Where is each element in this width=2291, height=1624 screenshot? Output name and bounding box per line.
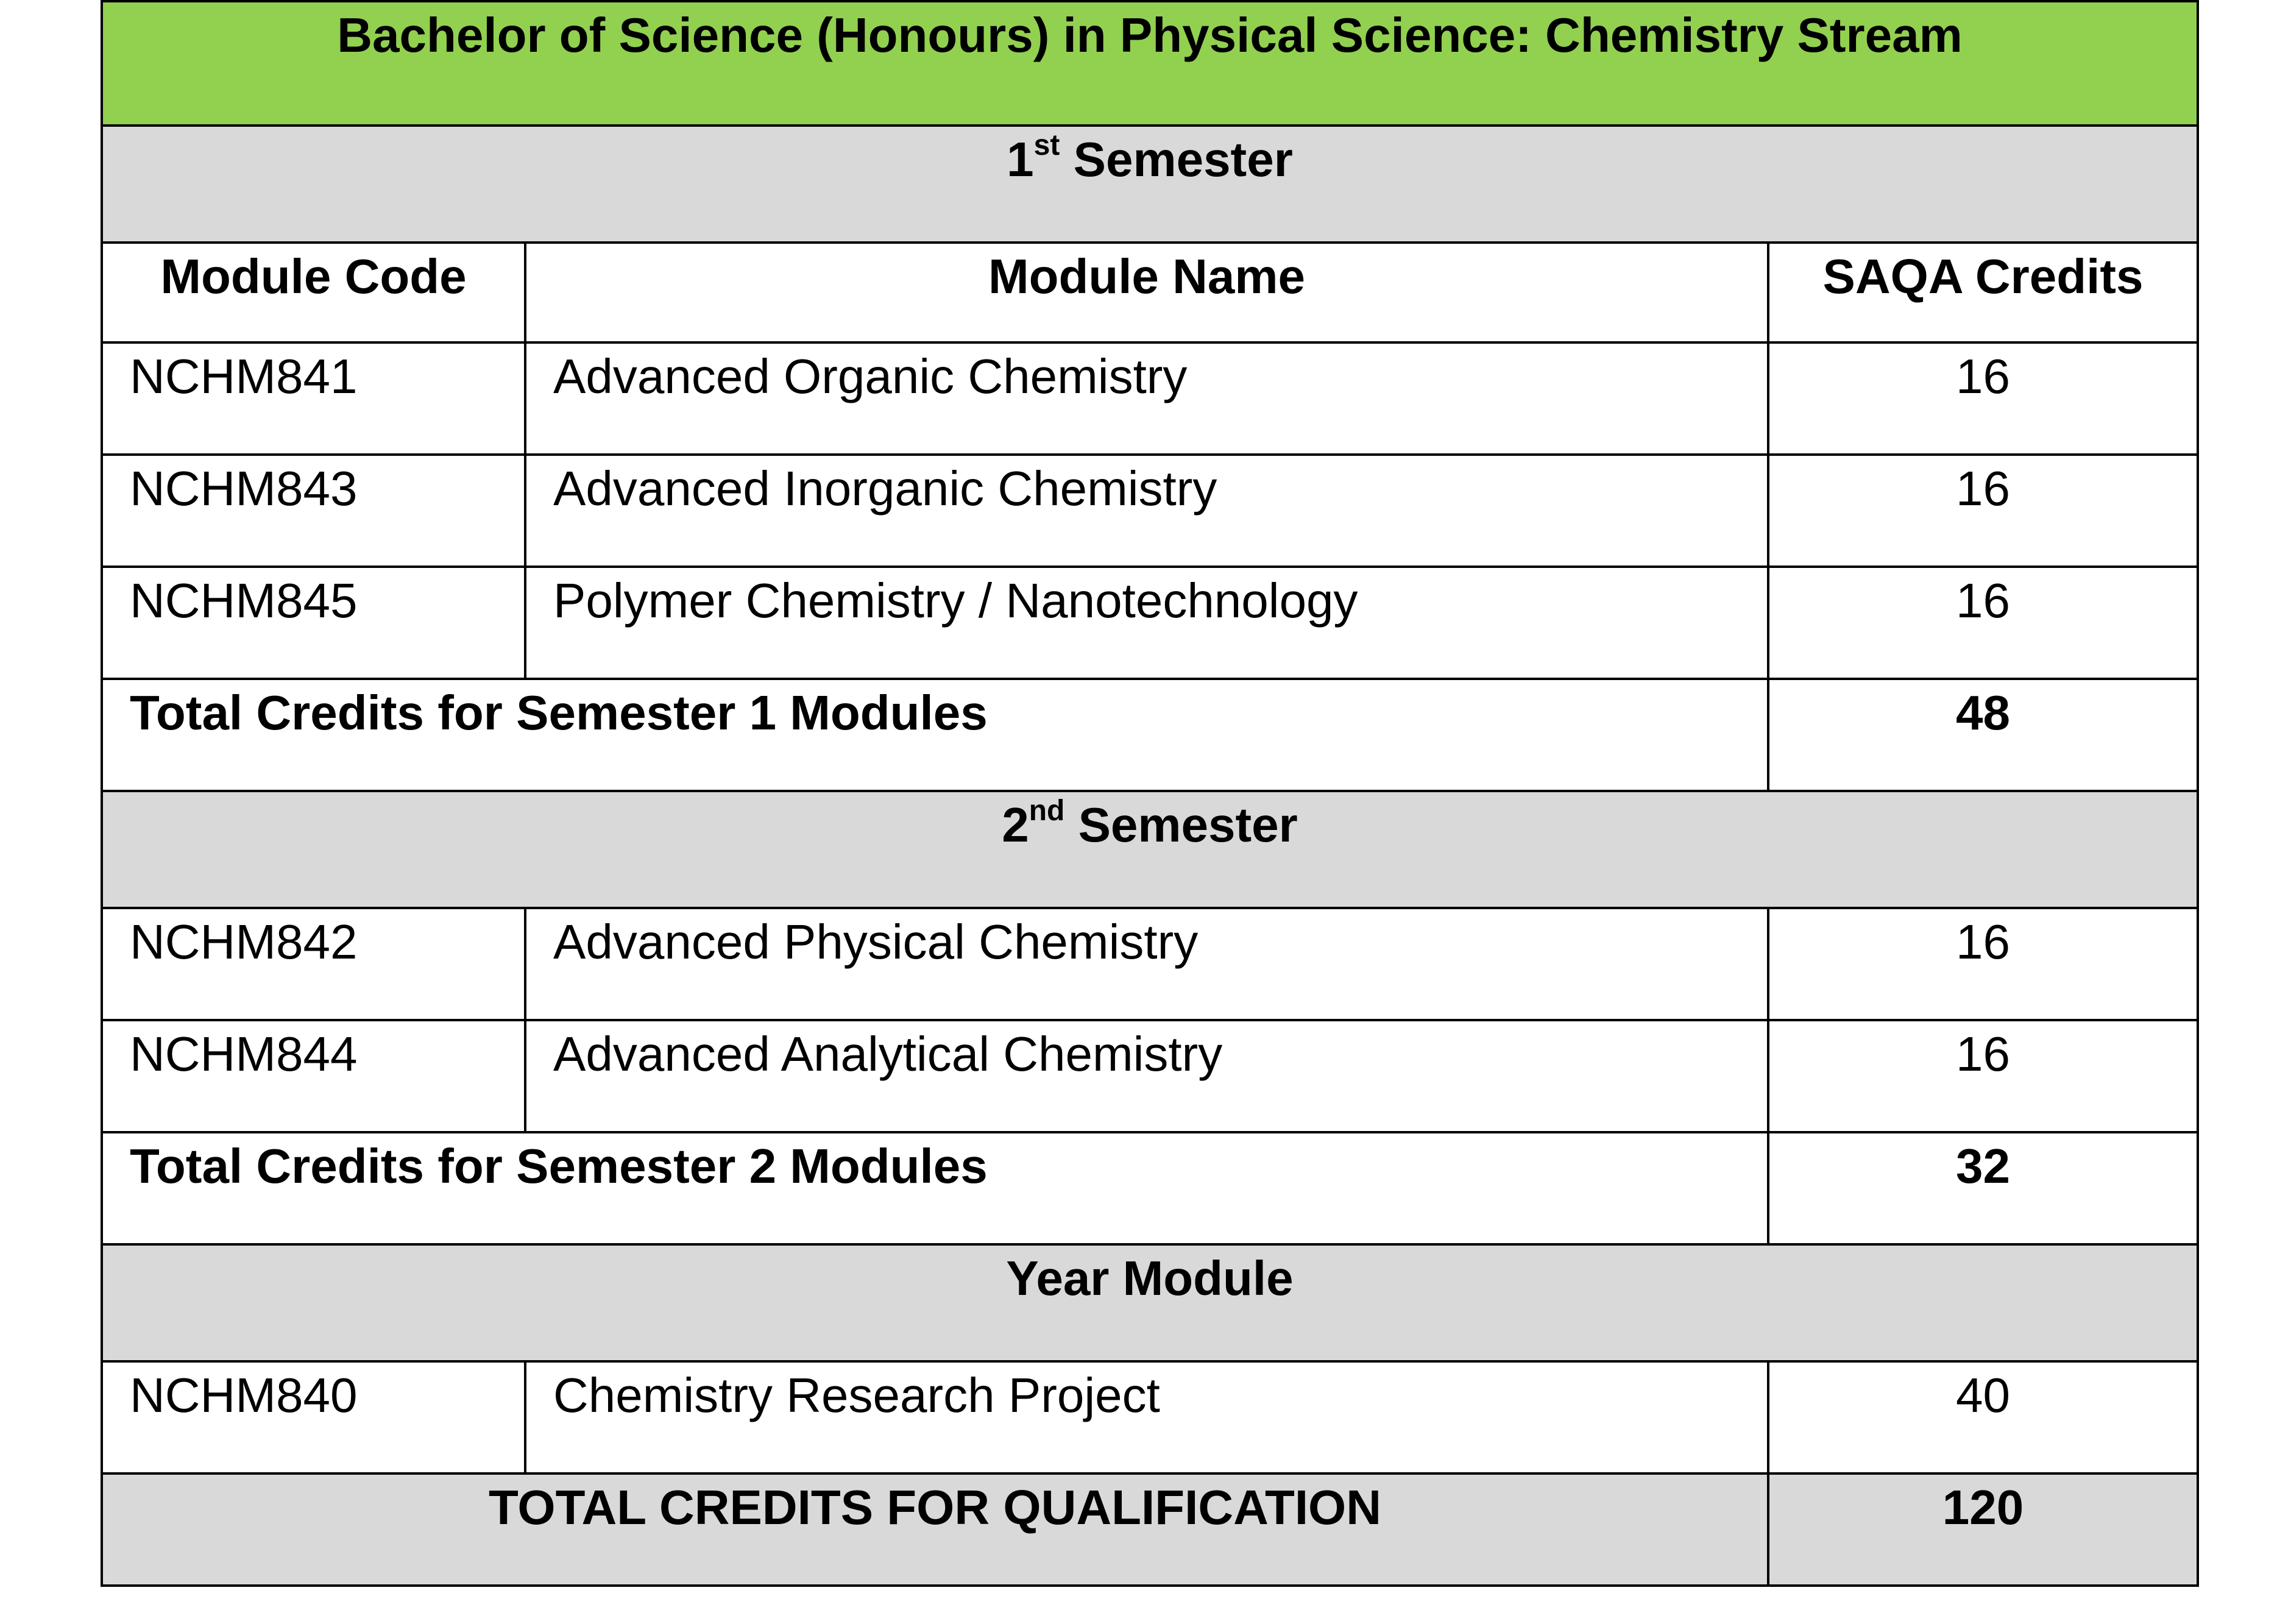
module-name: Advanced Organic Chemistry [525,342,1768,455]
module-credits: 16 [1768,1020,2198,1132]
semester-2-total-label: Total Credits for Semester 2 Modules [102,1132,1768,1244]
section-row-semester-1 [102,126,2198,243]
module-name: Chemistry Research Project [525,1361,1768,1473]
table-row [102,1020,2198,1132]
module-code: NCHM844 [102,1020,525,1132]
module-code: NCHM841 [102,342,525,455]
table-row [102,1361,2198,1473]
table-title: Bachelor of Science (Honours) in Physical Science: Chemistry Stream [102,1,2198,126]
semester-1-total-label: Total Credits for Semester 1 Modules [102,679,1768,791]
column-header-credits: SAQA Credits [1768,243,2198,342]
semester-1-total-value: 48 [1768,679,2198,791]
section-row-semester-2 [102,791,2198,908]
module-code: NCHM843 [102,455,525,567]
section-heading-semester-2: 2nd Semester [102,791,2198,908]
column-header-row [102,243,2198,342]
section-heading-semester-1: 1st Semester [102,126,2198,243]
module-code: NCHM842 [102,908,525,1020]
module-name: Advanced Physical Chemistry [525,908,1768,1020]
column-header-name: Module Name [525,243,1768,342]
grand-total-value: 120 [1768,1473,2198,1586]
grand-total-row [102,1473,2198,1586]
module-credits: 40 [1768,1361,2198,1473]
semester-1-total-row [102,679,2198,791]
table-row [102,567,2198,679]
semester-2-total-row [102,1132,2198,1244]
module-credits: 16 [1768,567,2198,679]
semester-2-total-value: 32 [1768,1132,2198,1244]
module-code: NCHM845 [102,567,525,679]
title-row [102,1,2198,126]
table-row [102,908,2198,1020]
programme-table [101,0,2199,1587]
module-code: NCHM840 [102,1361,525,1473]
column-header-code: Module Code [102,243,525,342]
table-row [102,342,2198,455]
table-row [102,455,2198,567]
module-name: Advanced Analytical Chemistry [525,1020,1768,1132]
module-name: Polymer Chemistry / Nanotechnology [525,567,1768,679]
module-credits: 16 [1768,908,2198,1020]
module-credits: 16 [1768,342,2198,455]
module-credits: 16 [1768,455,2198,567]
section-heading-year-module: Year Module [102,1244,2198,1361]
section-row-year-module [102,1244,2198,1361]
module-name: Advanced Inorganic Chemistry [525,455,1768,567]
grand-total-label: TOTAL CREDITS FOR QUALIFICATION [102,1473,1768,1586]
